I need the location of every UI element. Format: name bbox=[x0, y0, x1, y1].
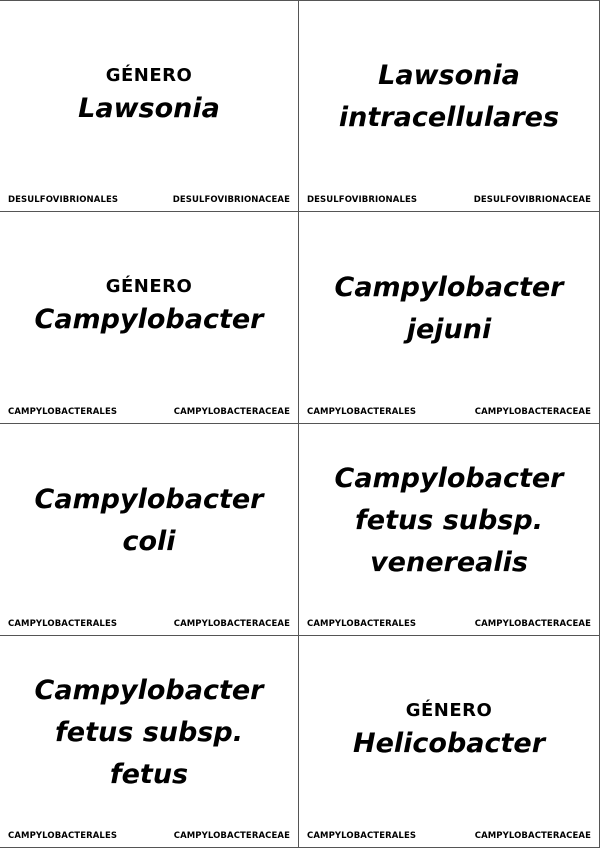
taxon-name-line: venerealis bbox=[370, 546, 528, 578]
taxon-name-line: fetus subsp. bbox=[355, 504, 543, 536]
taxon-name-line: Campylobacter bbox=[334, 462, 564, 494]
card-footer bbox=[8, 407, 290, 417]
family-label: CAMPYLOBACTERACEAE bbox=[173, 407, 290, 417]
taxon-name-line: Lawsonia bbox=[378, 60, 520, 91]
taxon-card bbox=[0, 0, 299, 212]
order-label: DESULFOVIBRIONALES bbox=[307, 195, 418, 205]
family-label: CAMPYLOBACTERACEAE bbox=[474, 831, 591, 841]
card-footer bbox=[307, 407, 591, 417]
genus-label: GÉNERO bbox=[105, 64, 193, 86]
taxon-card bbox=[299, 212, 600, 424]
taxon-name-line: Campylobacter bbox=[34, 304, 264, 335]
genus-label: GÉNERO bbox=[405, 700, 493, 721]
taxon-name-line: fetus bbox=[109, 758, 189, 790]
taxon-name-line: Campylobacter bbox=[34, 674, 264, 706]
taxon-name-line: Helicobacter bbox=[352, 728, 546, 759]
card-footer bbox=[8, 831, 290, 841]
family-label: CAMPYLOBACTERACEAE bbox=[173, 831, 290, 841]
taxon-name-line: jejuni bbox=[406, 313, 492, 345]
card-footer bbox=[307, 831, 591, 841]
card-footer bbox=[307, 619, 591, 629]
family-label: CAMPYLOBACTERACEAE bbox=[474, 619, 591, 629]
taxon-card bbox=[0, 636, 299, 848]
taxon-name-line: intracellulares bbox=[338, 102, 560, 133]
taxon-name-line: Campylobacter bbox=[334, 271, 564, 303]
order-label: DESULFOVIBRIONALES bbox=[8, 195, 119, 205]
card-footer bbox=[307, 195, 591, 205]
card-footer bbox=[8, 619, 290, 629]
order-label: CAMPYLOBACTERALES bbox=[307, 831, 417, 841]
family-label: CAMPYLOBACTERACEAE bbox=[474, 407, 591, 417]
order-label: CAMPYLOBACTERALES bbox=[8, 407, 118, 417]
family-label: CAMPYLOBACTERACEAE bbox=[173, 619, 290, 629]
family-label: DESULFOVIBRIONACEAE bbox=[172, 195, 290, 205]
taxon-name-line: fetus subsp. bbox=[55, 716, 243, 748]
order-label: CAMPYLOBACTERALES bbox=[307, 407, 417, 417]
taxon-card bbox=[299, 0, 600, 212]
order-label: CAMPYLOBACTERALES bbox=[8, 831, 118, 841]
taxon-card bbox=[0, 424, 299, 636]
taxon-name-line: Lawsonia bbox=[78, 92, 220, 124]
card-footer bbox=[8, 195, 290, 205]
order-label: CAMPYLOBACTERALES bbox=[8, 619, 118, 629]
genus-label: GÉNERO bbox=[105, 276, 193, 297]
taxon-card bbox=[299, 424, 600, 636]
taxon-card bbox=[299, 636, 600, 848]
family-label: DESULFOVIBRIONACEAE bbox=[473, 195, 591, 205]
taxon-name-line: coli bbox=[122, 525, 176, 557]
order-label: CAMPYLOBACTERALES bbox=[307, 619, 417, 629]
taxon-card bbox=[0, 212, 299, 424]
taxon-name-line: Campylobacter bbox=[34, 483, 264, 515]
